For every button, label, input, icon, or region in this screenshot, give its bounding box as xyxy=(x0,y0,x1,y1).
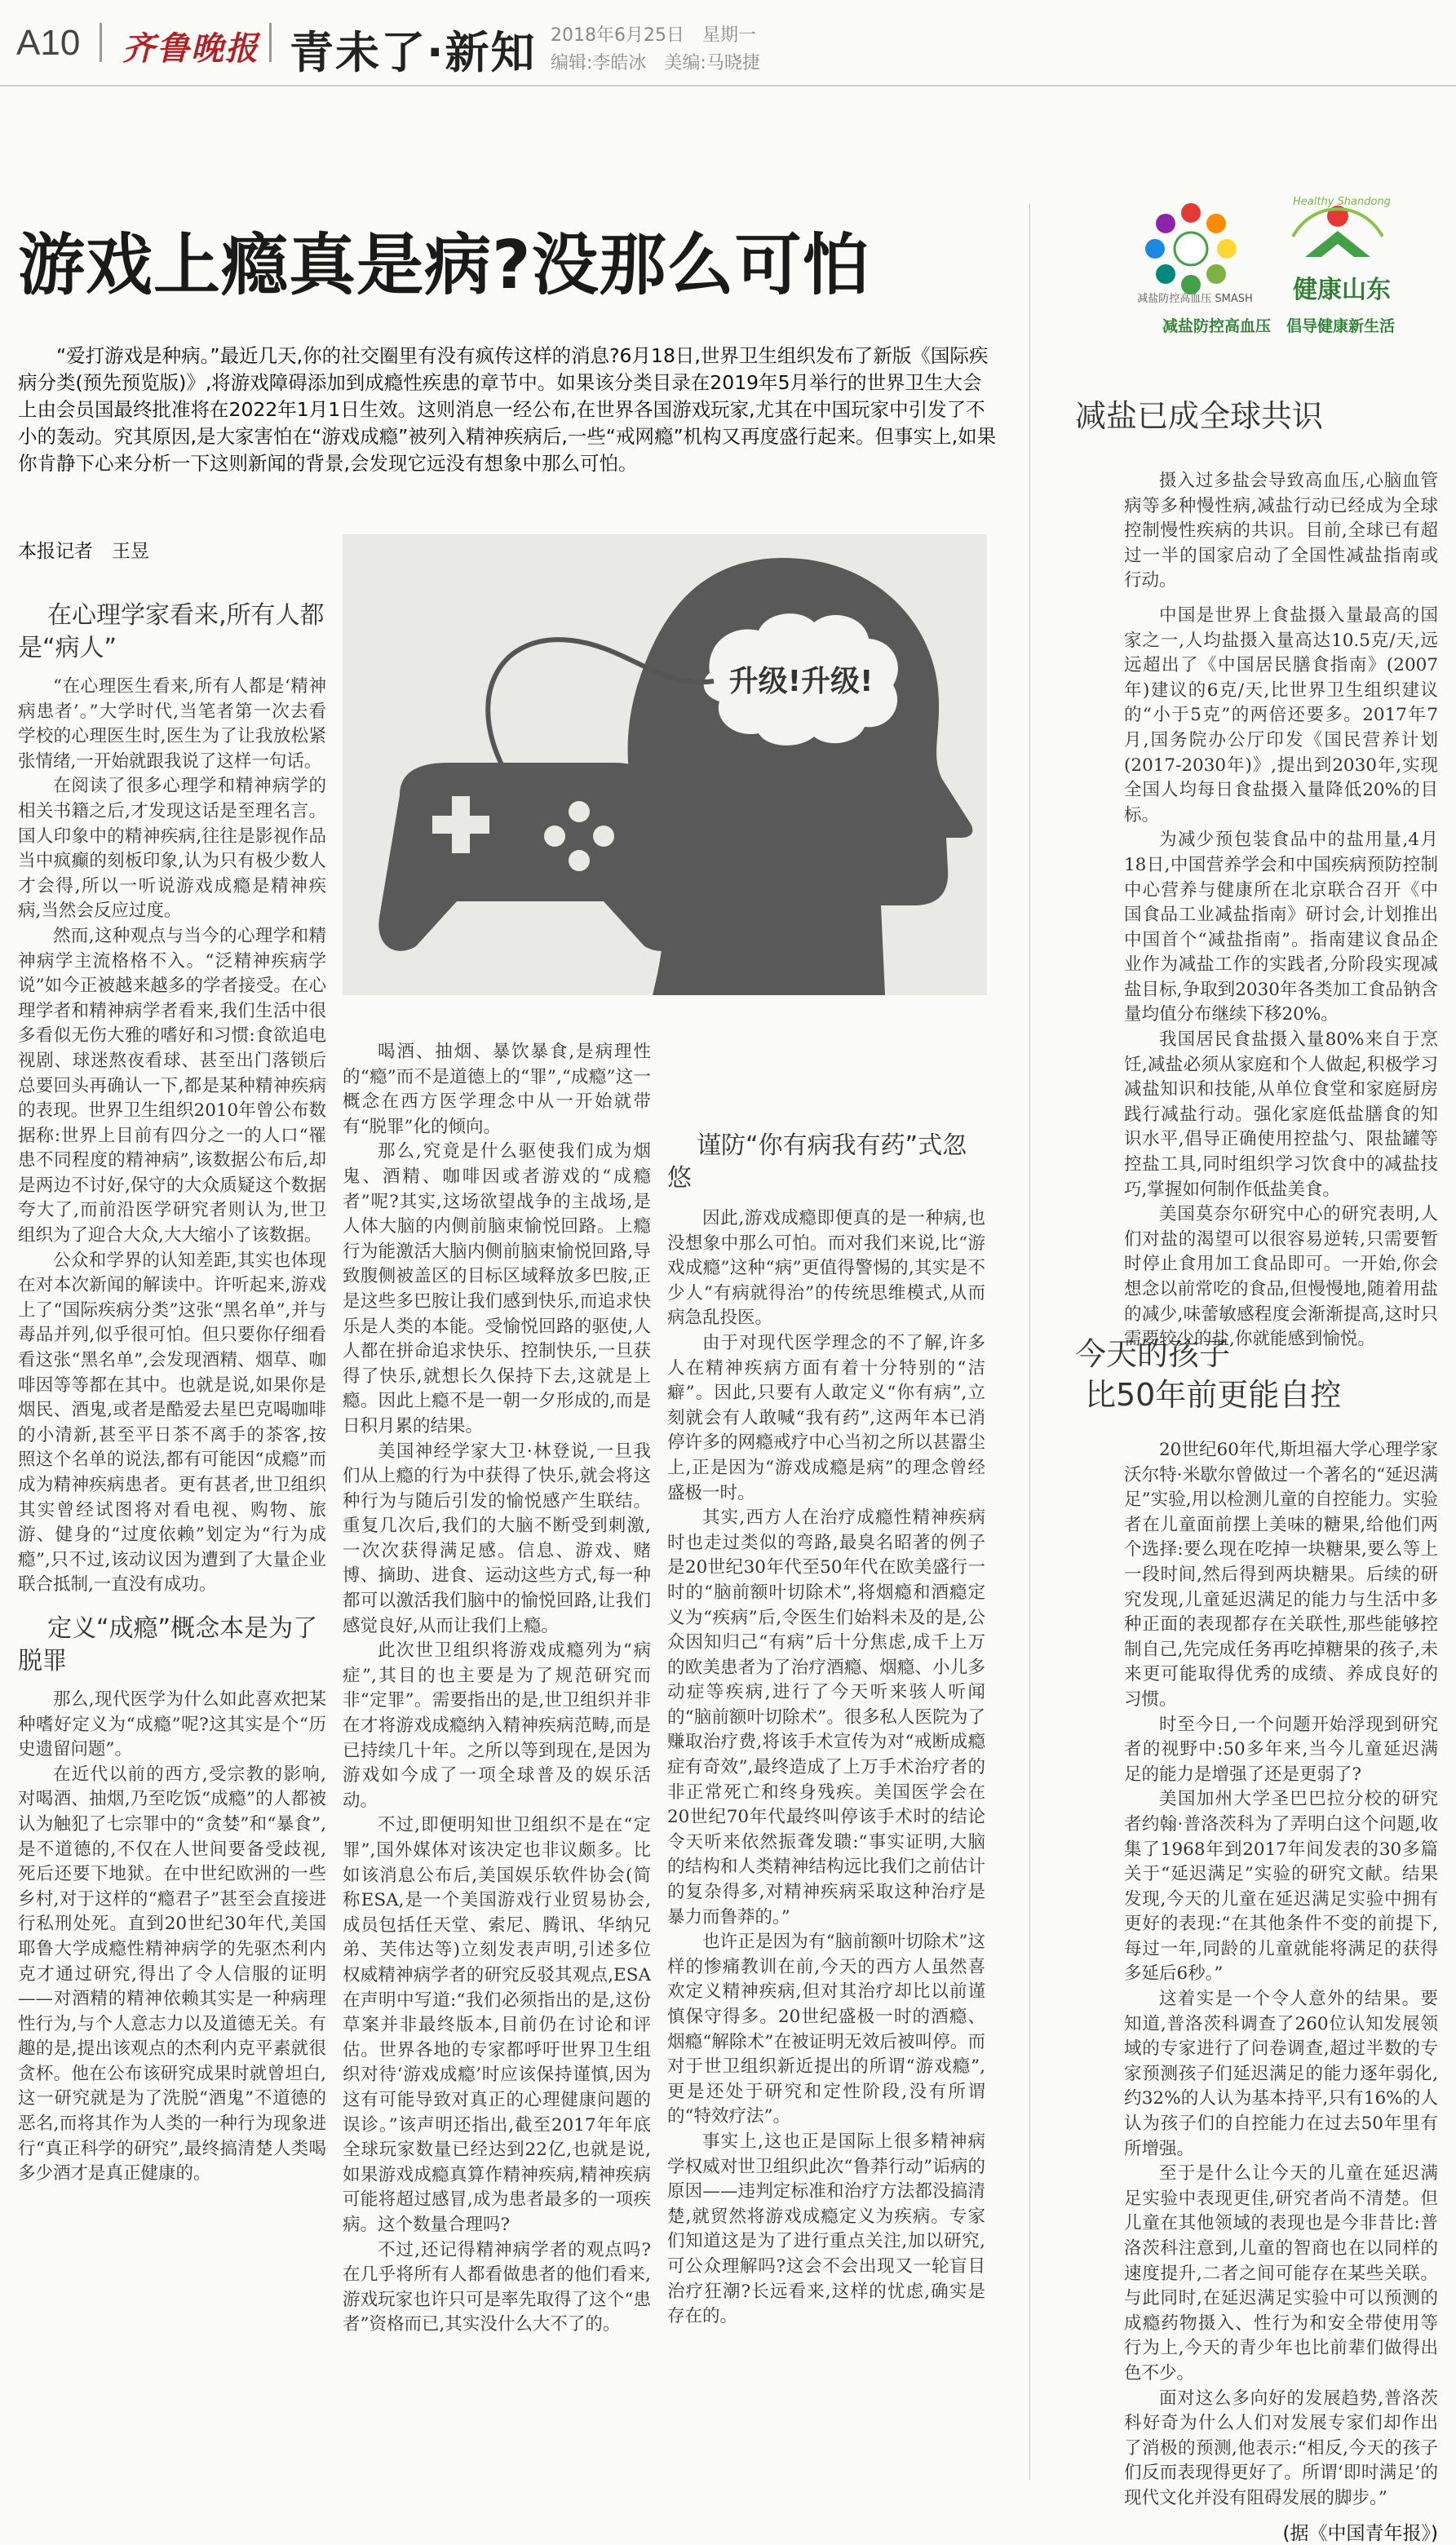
subhead: 定义“成瘾”概念本是为了脱罪 xyxy=(18,1613,318,1675)
paragraph: 在阅读了很多心理学和精神病学的相关书籍之后,才发现这话是至理名言。国人印象中的精神疾病,往往是影视作品当中疯癫的刻板印象,认为只有极少数人才会得,所以一听说游戏成瘾是精神疾病,当然会反应过度。 xyxy=(18,776,326,922)
masthead-divider xyxy=(100,23,102,62)
paragraph: 喝酒、抽烟、暴饮暴食,是病理性的“瘾”而不是道德上的“罪”,“成瘾”这一概念在西方医学理念中从一开始就带有“脱罪”化的倾向。 xyxy=(343,1042,651,1137)
column-body xyxy=(18,675,326,1598)
source-credit: (据《中国青年报》) xyxy=(1282,2522,1438,2544)
masthead-divider xyxy=(269,23,272,62)
issue-date: 2018年6月25日 星期一 xyxy=(551,25,756,46)
article-column-1 xyxy=(18,600,326,2187)
paragraph: 20世纪60年代,斯坦福大学心理学家沃尔特·米歇尔曾做过一个著名的“延迟满足”实验,用以检测儿童的自控能力。实验者在儿童面前摆上美味的糖果,给他们两个选择:要么现在吃掉一块糖果,要么等上一段时间,然后得到两块糖果。后续的研究发现,儿童延迟满足的能力与生活中多种正面的表现都存在关联性,那些能够控制自己,先完成任务再吃掉糖果的孩子,未来更可能取得优秀的成绩、养成良好的习惯。 xyxy=(1124,1440,1438,1710)
article-column-3 xyxy=(667,1040,985,2330)
logo-caption: 减盐防控高血压 SMASH xyxy=(1137,293,1253,305)
paragraph: 美国神经学家大卫·林登说,一旦我们从上瘾的行为中获得了快乐,就会将这种行为与随后引发的愉悦感产生联结。重复几次后,我们的大脑不断受到刺激,一次次获得满足感。信息、游戏、赌博、摘助、进食、运动这些方式,每一种都可以激活我们脑中的愉悦回路,让我们感觉良好,从而让我们上瘾。 xyxy=(343,1441,651,1636)
subhead: 谨防“你有病我有药”式忽悠 xyxy=(667,1131,967,1193)
paragraph: 事实上,这也正是国际上很多精神病学权威对世卫组织此次“鲁莽行动”诟病的原因——违判定标准和治疗方法都没搞清楚,就贸然将游戏成瘾定义为疾病。专家们知道这是为了进行重点关注,加以研究,可公众理解吗?这会不会出现又一轮盲目治疗狂潮?长远看来,这样的忧虑,确实是存在的。 xyxy=(667,2131,985,2327)
masthead xyxy=(0,0,1456,90)
controller-button-icon xyxy=(544,825,565,847)
paragraph: 摄入过多盐会导致高血压,心脑血管病等多种慢性病,减盐行动已经成为全球控制慢性疾病的共识。目前,全球已有超过一半的国家启动了全国性减盐指南或行动。 xyxy=(1124,471,1438,591)
paragraph: 中国是世界上食盐摄入量最高的国家之一,人均盐摄入量高达10.5克/天,远远超出了《中国居民膳食指南》(2007年)建议的6克/天,比世界卫生组织建议的“小于5克”的两倍还要多。2017年7月,国务院办公厅印发《国民营养计划(2017-2030年)》,提出到2030年,实现全国人均每日食盐摄入量降低20%的目标。 xyxy=(1124,604,1438,825)
dpad-icon xyxy=(452,796,470,853)
column-body xyxy=(18,1688,326,2187)
newspaper-logo: 齐鲁晚报 xyxy=(122,29,259,68)
article-headline: 游戏上瘾真是病?没那么可怕 xyxy=(18,227,870,304)
sidebar-headline: 今天的孩子 xyxy=(1075,1336,1231,1372)
paragraph: 那么,究竟是什么驱使我们成为烟鬼、酒精、咖啡因或者游戏的“成瘾者”呢?其实,这场欲望战争的主战场,是人体大脑的内侧前脑束愉悦回路。上瘾行为能激活大脑内侧前脑束愉悦回路,导致腹侧被盖区的目标区域释放多巴胺,正是这些多巴胺让我们感到快乐,而追求快乐是人类的本能。受愉悦回路的驱使,人人都在拼命追求快乐、控制快乐,一旦获得了快乐,就想长久保持下去,这就是上瘾。因此上瘾不是一朝一夕形成的,而是日积月累的结果。 xyxy=(343,1141,651,1436)
head-and-controller-icon xyxy=(343,534,987,995)
sidebar-body xyxy=(1075,1438,1438,2512)
paragraph: “在心理医生看来,所有人都是‘精神病患者’。”大学时代,当笔者第一次去看学校的心理医生时,医生为了让我放松紧张情绪,一开始就跟我说了这样一句话。 xyxy=(18,676,326,772)
paragraph: 此次世卫组织将游戏成瘾列为“病症”,其目的也主要是为了规范研究而非“定罪”。需要指出的是,世卫组织并非在才将游戏成瘾纳入精神疾病范畴,而是已持续几十年。之所以等到现在,是因为游戏如今成了一项全球普及的娱乐活动。 xyxy=(343,1640,651,1811)
sidebar-body xyxy=(1075,469,1438,1352)
byline: 本报记者 王昱 xyxy=(18,541,149,562)
paragraph: 那么,现代医学为什么如此喜欢把某种嗜好定义为“成瘾”呢?这其实是个“历史遗留问题”。 xyxy=(18,1689,326,1760)
subhead: 在心理学家看来,所有人都是“病人” xyxy=(18,601,325,662)
paragraph: 因此,游戏成瘾即便真的是一种病,也没想象中那么可怕。而对我们来说,比“游戏成瘾”这种“病”更值得警惕的,其实是不少人“有病就得治”的传统思维模式,从而病急乱投医。 xyxy=(667,1208,985,1329)
paragraph: 面对这么多向好的发展趋势,普洛茨科好奇为什么人们对发展专家们却作出了消极的预测,他表示:“相反,今天的孩子们反而表现得更好了。所谓‘即时满足’的现代文化并没有阻碍发展的脚步。” xyxy=(1124,2388,1438,2508)
paragraph: 公众和学界的认知差距,其实也体现在对本次新闻的解读中。许听起来,游戏上了“国际疾病分类”这张“黑名单”,并与毒品并列,似乎很可怕。但只要你仔细看看这张“黑名单”,会发现酒精、烟草、咖啡因等等都在其中。也就是说,如果你是烟民、酒鬼,或者是酷爱去星巴克喝咖啡的小清新,甚至平日茶不离手的茶客,按照这个名单的说法,都有可能因“成瘾”而成为精神疾病患者。更有甚者,世卫组织其实曾经试图将对看电视、购物、旅游、健身的“过度依赖”划定为“行为成瘾”,只不过,该动议因为遭到了大量企业联合抵制,一直没有成功。 xyxy=(18,1250,326,1596)
paragraph: 至于是什么让今天的儿童在延迟满足实验中表现更佳,研究者尚不清楚。但儿童在其他领域的表现也是今非昔比:普洛茨科注意到,儿童的智商也在以同样的速度提升,二者之间可能存在某些关联。与此同时,在延迟满足实验中可以预测的成瘾药物摄入、性行为和安全带使用等行为上,今天的青少年也比前辈们做得出色不少。 xyxy=(1124,2163,1438,2383)
campaign-logo xyxy=(1126,192,1432,339)
brand-name-en: Healthy Shandong xyxy=(1293,196,1391,208)
sidebar-story-salt xyxy=(1075,396,1438,1352)
column-body xyxy=(667,1206,985,2330)
logo-slogan: 减盐防控高血压 倡导健康新生活 xyxy=(1162,317,1395,335)
paragraph: 然而,这种观点与当今的心理学和精神病学主流格格不入。“泛精神疾病学说”如今正被越来越多的学者接受。在心理学者和精神病学者看来,我们生活中很多看似无伤大雅的嗜好和习惯:食欲追电视剧、球迷熬夜看球、甚至出门落锁后总要回头再确认一下,都是某种精神疾病的表现。世界卫生组织2010年曾公布数据称:世界上目前有四分之一的人口“罹患不同程度的精神病”,该数据公布后,却是两边不讨好,保守的大众质疑这个数据夸大了,而前沿医学研究者则认为,世卫组织为了迎合大众,大大缩小了该数据。 xyxy=(18,925,326,1246)
paragraph: 由于对现代医学理念的不了解,许多人在精神疾病方面有着十分特别的“洁癖”。因此,只要有人敢定义“你有病”,立刻就会有人敢喊“我有药”,这两年本已消停许多的网瘾戒疗中心当初之所以甚嚣尘上,正是因为“游戏成瘾是病”的理念曾经盛极一时。 xyxy=(667,1332,985,1503)
paragraph: 也许正是因为有“脑前额叶切除术”这样的惨痛教训在前,今天的西方人虽然喜欢定义精神疾病,但对其治疗却比以前谨慎保守得多。20世纪盛极一时的酒瘾、烟瘾“解除术”在被证明无效后被叫停。而对于世卫组织新近提出的所谓“游戏瘾”,更是还处于研究和定性阶段,没有所谓的“特效疗法”。 xyxy=(667,1932,985,2127)
controller-button-icon xyxy=(593,825,614,847)
masthead-rule xyxy=(0,85,1456,86)
article-lede: “爱打游戏是种病。”最近几天,你的社交圈里有没有疯传这样的消息?6月18日,世界卫生组织发布了新版《国际疾病分类(预先预览版)》,将游戏障碍添加到成瘾性疾患的章节中。如果该分类目录在2019年5月举行的世界卫生大会上由会员国最终批准将在2022年1月1日生效。这则消息一经公布,在世界各国游戏玩家,尤其在中国玩家中引发了不小的轰动。究其原因,是大家害怕在“游戏成瘾”被列入精神疾病后,一些“戒网瘾”机构又再度盛行起来。但事实上,如果你肯静下心来分析一下这则新闻的背景,会发现它远没有想象中那么可怕。 xyxy=(18,344,997,475)
paragraph: 这着实是一个令人意外的结果。要知道,普洛茨科调查了260位认知发展领域的专家进行了问卷调查,超过半数的专家预测孩子们延迟满足的能力逐年弱化,约32%的人认为基本持平,只有16%的人认为孩子们的自控能力在过去50年里有所增强。 xyxy=(1124,1989,1438,2159)
game-addiction-illustration xyxy=(343,534,987,995)
controller-button-icon xyxy=(569,801,590,822)
brand-name: 健康山东 xyxy=(1293,276,1391,304)
paragraph: 我国居民食盐摄入量80%来自于烹饪,减盐必须从家庭和个人做起,积极学习减盐知识和技能,从单位食堂和家庭厨房践行减盐行动。强化家庭低盐膳食的知识水平,倡导正确使用控盐勺、限盐罐等控盐工具,同时组织学习饮食中的减盐技巧,掌握如何制作低盐美食。 xyxy=(1124,1029,1438,1200)
sidebar-headline: 减盐已成全球共识 xyxy=(1075,398,1324,434)
paragraph: 不过,还记得精神病学者的观点吗?在几乎将所有人都看做患者的他们看来,游戏玩家也许只可是率先取得了这个“患者”资格而已,其实没什么大不了的。 xyxy=(343,2239,651,2335)
game-controller-icon xyxy=(378,763,681,951)
sidebar-headline: 比50年前更能自控 xyxy=(1085,1377,1342,1413)
paragraph: 不过,即便明知世卫组织不是在“定罪”,国外媒体对该决定也非议颇多。比如该消息公布后,美国娱乐软件协会(简称ESA,是一个美国游戏行业贸易协会,成员包括任天堂、索尼、腾讯、华纳兄弟、芙伟达等)立刻发表声明,引述多位权威精神病学者的研究反驳其观点,ESA在声明中写道:“我们必须指出的是,这份草案并非最终版本,目前仍在讨论和评估。世界各地的专家都呼吁世界卫生组织对待‘游戏成瘾’时应该保持谨慎,因为这有可能导致对真正的心理健康问题的误诊。”该声明还指出,截至2017年年底全球玩家数量已经达到22亿,也就是说,如果游戏成瘾真算作精神疾病,精神疾病可能将超过感冒,成为患者最多的一项疾病。这个数量合理吗? xyxy=(343,1815,651,2235)
illustration-caption: 升级!升级! xyxy=(728,665,874,698)
paragraph: 在近代以前的西方,受宗教的影响,对喝酒、抽烟,乃至吃饭“成瘾”的人都被认为触犯了七宗罪中的“贪婪”和“暴食”,是不道德的,不仅在人世间要备受歧视,死后还要下地狱。在中世纪欧洲的一些乡村,对于这样的“瘾君子”甚至会直接进行私刑处死。直到20世纪30年代,美国耶鲁大学成瘾性精神病学的先驱杰利内克才通过研究,得出了令人信服的证明——对酒精的精神依赖其实是一种病理性行为,与个人意志力以及道德无关。有趣的是,提出该观点的杰利内克平素就很贪杯。他在公布该研究成果时就曾坦白,这一研究就是为了洗脱“酒鬼”不道德的恶名,而将其作为人类的一种行为现象进行“真正科学的研究”,最终搞清楚人类喝多少酒才是真正健康的。 xyxy=(18,1764,326,2184)
section-name: 青未了·新知 xyxy=(290,27,537,78)
page-number: A10 xyxy=(16,23,81,63)
paragraph: 其实,西方人在治疗成瘾性精神疾病时也走过类似的弯路,最臭名昭著的例子是20世纪30年代至50年代在欧美盛行一时的“脑前额叶切除术”,将烟瘾和酒瘾定义为“疾病”后,令医生们始料未及的是,公众因知归己“有病”后十分焦虑,成千上万的欧美患者为了治疗酒瘾、烟瘾、小儿多动症等疾病,进行了今天听来骇人听闻的“脑前额叶切除术”。很多私人医院为了赚取治疗费,将该手术宣传为对“戒断成瘾症有奇效”,最终造成了上万手术治疗者的非正常死亡和终身残疾。美国医学会在20世纪70年代最终叫停该手术时的结论令天听来依然振聋发聩:“事实证明,大脑的结构和人类精神结构远比我们之前估计的复杂得多,对精神疾病采取这种治疗是暴力而鲁莽的。” xyxy=(667,1507,985,1928)
paragraph: 为减少预包装食品中的盐用量,4月18日,中国营养学会和中国疾病预防控制中心营养与健康所在北京联合召开《中国食品工业减盐指南》研讨会,计划推出中国首个“减盐指南”。指南建议食品企业作为减盐工作的实践者,分阶段实现减盐目标,争取到2030年各类加工食品钠含量均值分布继续下移20%。 xyxy=(1124,830,1438,1025)
article-column-2 xyxy=(343,1040,651,2338)
sidebar-story-children xyxy=(1075,1334,1438,2545)
column-divider xyxy=(1029,204,1030,2480)
controller-button-icon xyxy=(569,850,590,871)
editor-credits: 编辑:李皓冰 美编:马晓捷 xyxy=(551,53,760,73)
paragraph: 美国加州大学圣巴巴拉分校的研究者约翰·普洛茨科为了弄明白这个问题,收集了1968年到2017年间发表的30多篇关于“延迟满足”实验的研究文献。结果发现,今天的儿童在延迟满足实验中拥有更好的表现:“在其他条件不变的前提下,每过一年,同龄的儿童就能将满足的获得多延后6秒。” xyxy=(1124,1789,1438,1985)
paragraph: 时至今日,一个问题开始浮现到研究者的视野中:50多年来,当今儿童延迟满足的能力是增强了还是更弱了? xyxy=(1124,1714,1438,1785)
paragraph: 美国莫奈尔研究中心的研究表明,人们对盐的渴望可以很容易逆转,只需要暂时停止食用加工食品即可。一开始,你会想念以前常吃的食品,但慢慢地,随着用盐的减少,味蕾敏感程度会渐渐提高,这时只需要较少的盐,你就能感到愉悦。 xyxy=(1124,1204,1438,1350)
